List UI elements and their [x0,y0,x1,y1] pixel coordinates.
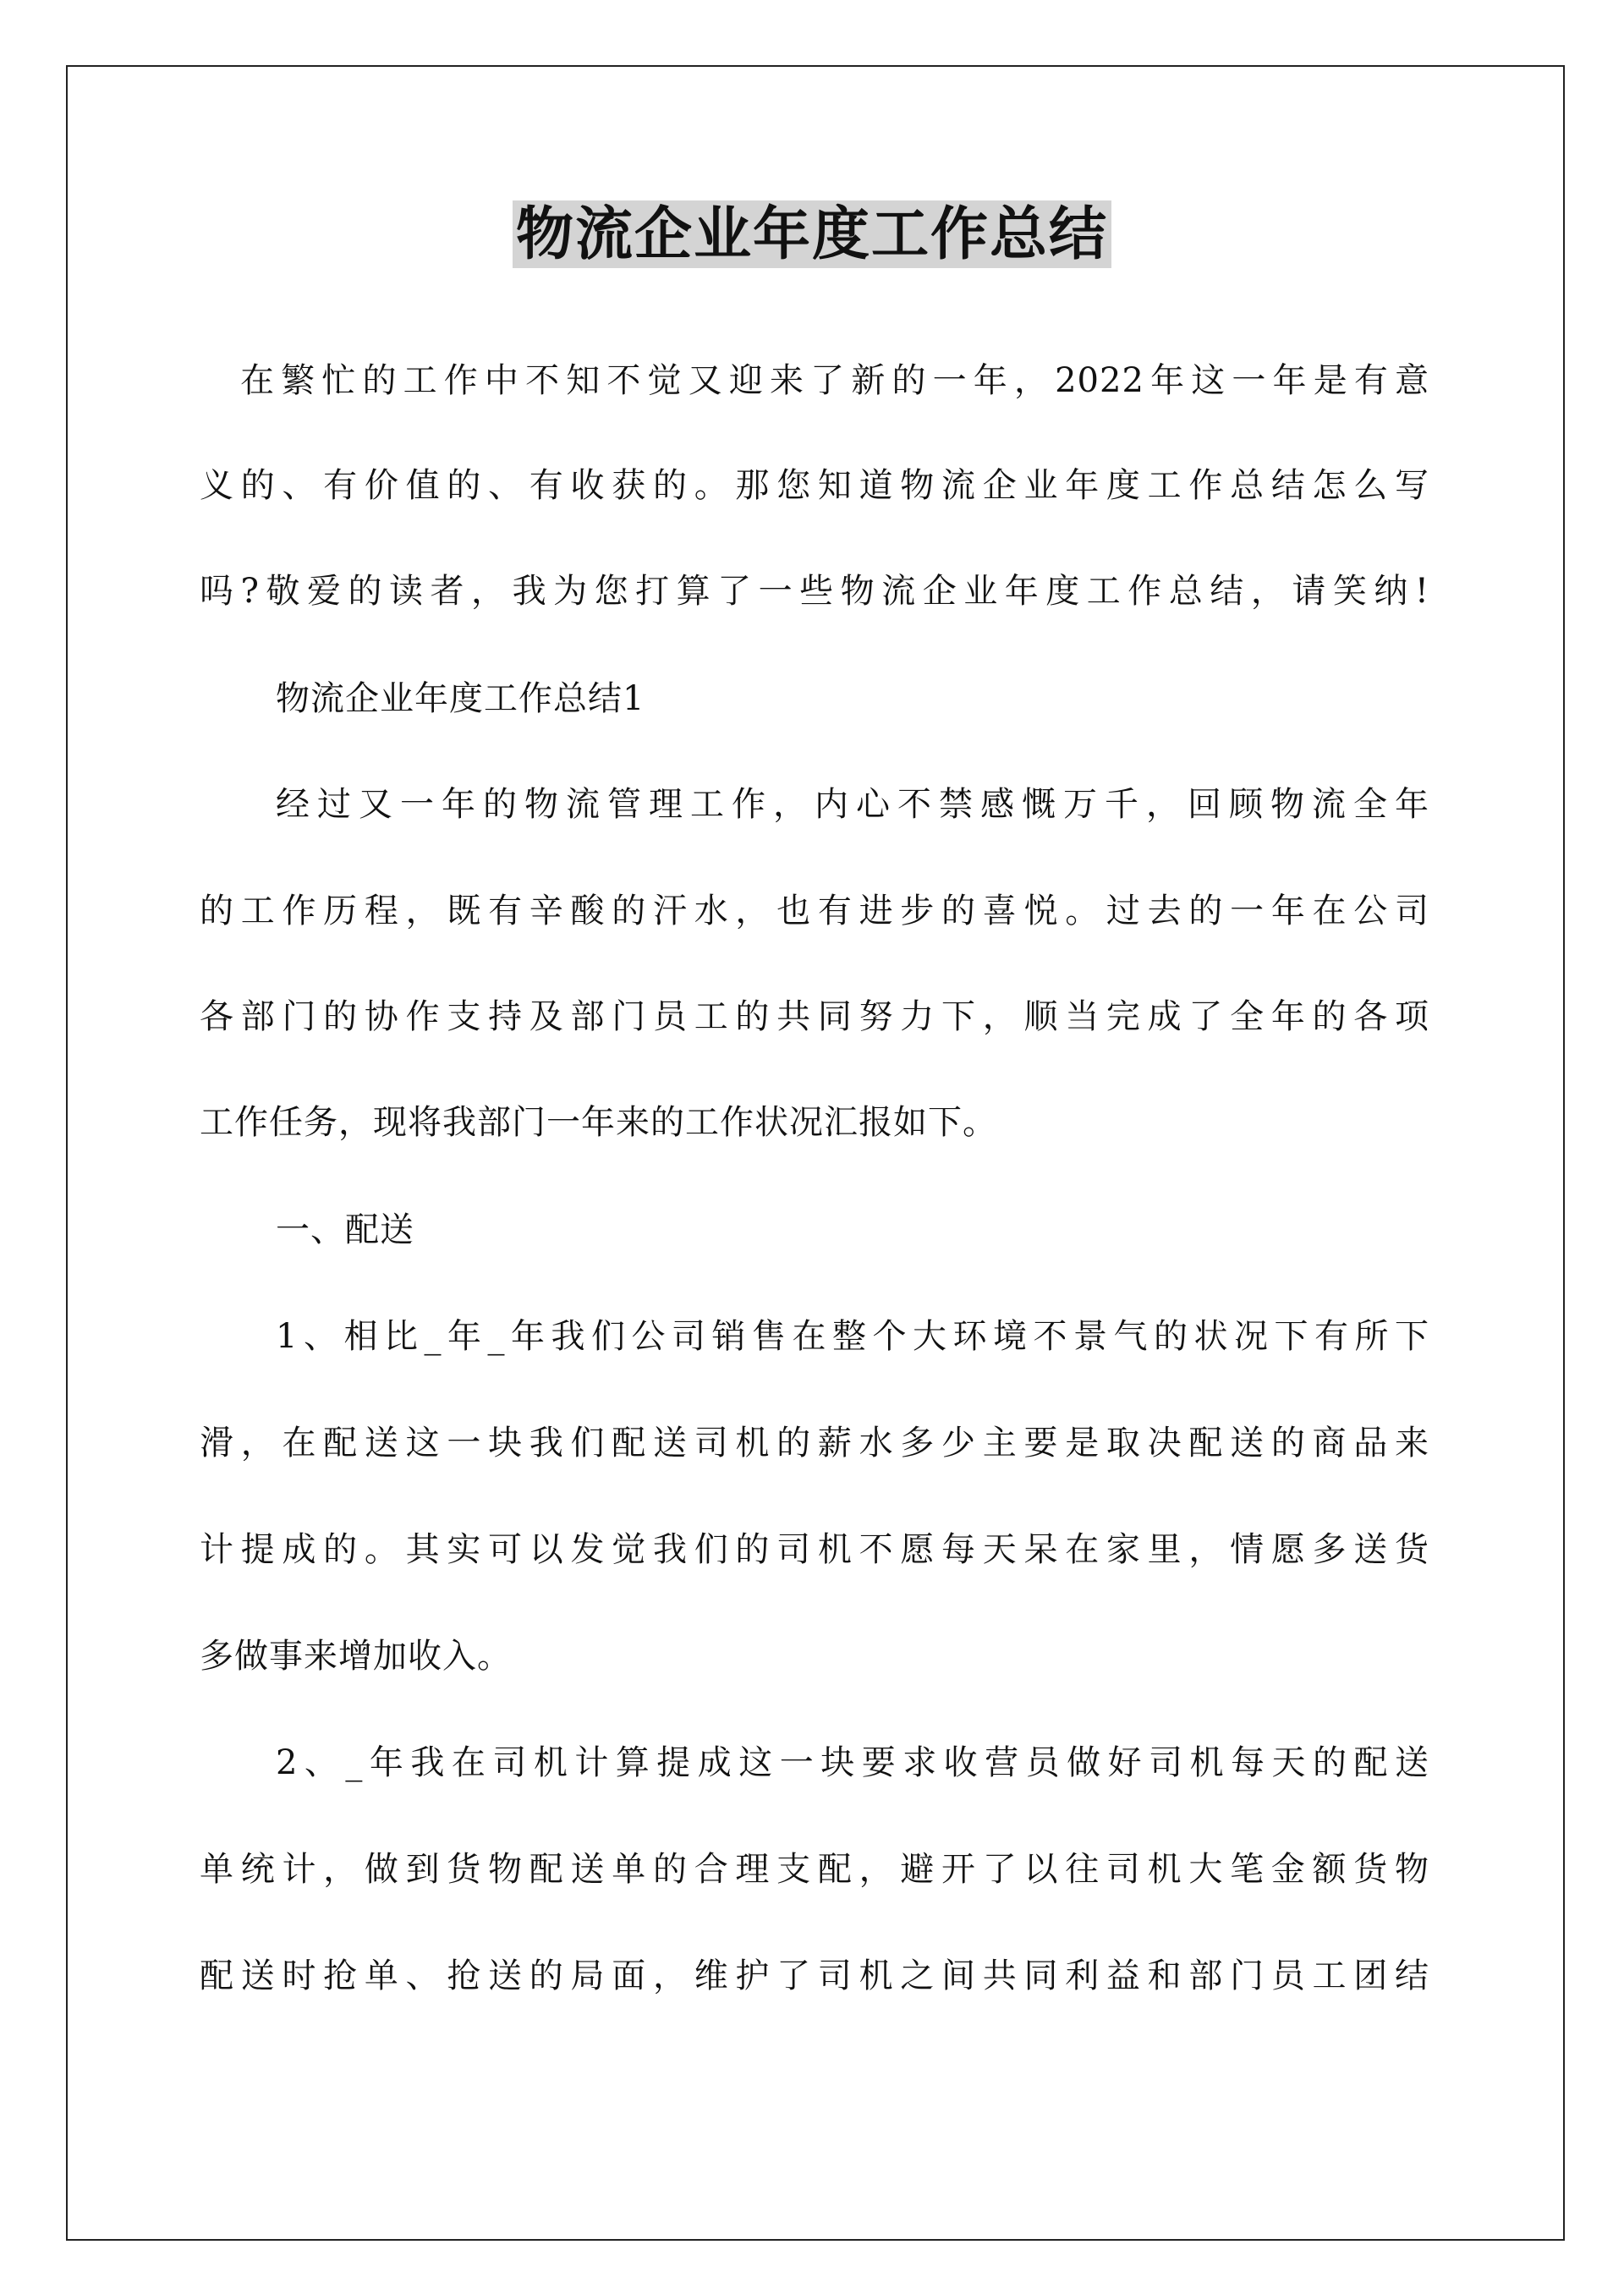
paragraph-line: 经过又一年的物流管理工作，内心不禁感慨万千，回顾物流全年 [276,785,1429,824]
paragraph-line: 2、_年我在司机计算提成这一块要求收营员做好司机每天的配送 [276,1743,1429,1782]
section-heading: 物流企业年度工作总结1 [276,679,645,718]
paragraph-line: 计提成的。其实可以发觉我们的司机不愿每天呆在家里，情愿多送货 [200,1530,1429,1569]
paragraph-line: 义的、有价值的、有收获的。那您知道物流企业年度工作总结怎么写 [200,466,1429,505]
paragraph-line: 各部门的协作支持及部门员工的共同努力下，顺当完成了全年的各项 [200,997,1429,1036]
document-title-text: 物流企业年度工作总结 [513,200,1111,268]
paragraph-line: 在繁忙的工作中不知不觉又迎来了新的一年，2022年这一年是有意 [240,361,1429,400]
paragraph-line: 配送时抢单、抢送的局面，维护了司机之间共同利益和部门员工团结 [200,1956,1429,1995]
paragraph-line: 1、相比_年_年我们公司销售在整个大环境不景气的状况下有所下 [276,1317,1429,1356]
paragraph-line: 单统计，做到货物配送单的合理支配，避开了以往司机大笔金额货物 [200,1850,1429,1889]
paragraph-line: 工作任务，现将我部门一年来的工作状况汇报如下。 [200,1103,997,1142]
paragraph-line: 吗?敬爱的读者，我为您打算了一些物流企业年度工作总结，请笑纳! [200,572,1429,611]
subsection-heading: 一、配送 [276,1210,414,1249]
paragraph-line: 的工作历程，既有辛酸的汗水，也有进步的喜悦。过去的一年在公司 [200,892,1429,930]
paragraph-line: 滑，在配送这一块我们配送司机的薪水多少主要是取决配送的商品来 [200,1424,1429,1463]
paragraph-line: 多做事来增加收入。 [200,1637,512,1676]
document-title [0,196,1624,272]
